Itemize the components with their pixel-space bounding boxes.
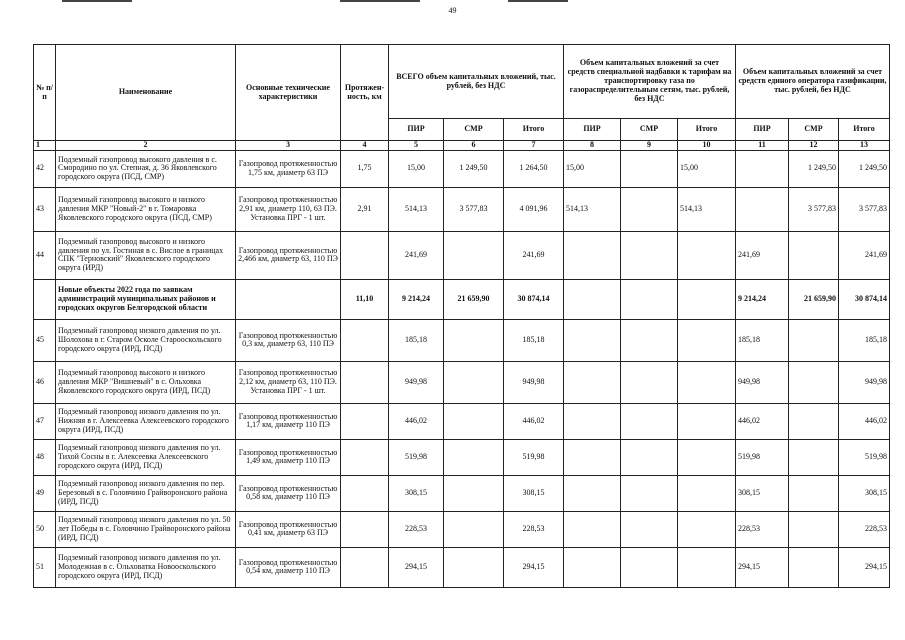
column-number: 9 [621,141,678,151]
column-number: 13 [839,141,890,151]
cell-itogo-operator: 1 249,50 [839,150,890,187]
cell-length: 11,10 [341,279,389,319]
cell-smr-special [621,547,678,587]
cell-itogo-special [678,319,736,361]
header-row [34,45,890,119]
column-number: 7 [504,141,564,151]
cell-smr-total [444,439,504,475]
cell-pir-special [564,231,621,279]
cell-itogo-special: 15,00 [678,150,736,187]
cell-name: Подземный газопровод низкого давления по ул. Молодежная в с. Ольховатка Новооскольского городского округа (ИРД, ПСД) [56,547,236,587]
cell-name: Подземный газопровод высокого давления в с. Смородино по ул. Степная, д. 36 Яковлевского городского округа (ПСД, СМР) [56,150,236,187]
header-no: № п/п [34,45,56,141]
cell-pir-operator: 241,69 [736,231,789,279]
cell-itogo-operator: 241,69 [839,231,890,279]
cell-pir-special [564,511,621,547]
investment-table [33,44,890,588]
cell-itogo-total: 308,15 [504,475,564,511]
top-edge-mark-left [62,0,132,2]
cell-smr-total: 1 249,50 [444,150,504,187]
cell-length [341,511,389,547]
cell-itogo-special: 514,13 [678,187,736,231]
cell-no: 46 [34,361,56,403]
cell-pir-special: 514,13 [564,187,621,231]
column-number: 4 [341,141,389,151]
cell-length [341,439,389,475]
cell-pir-operator: 519,98 [736,439,789,475]
subheader-pir-special: ПИР [564,119,621,141]
cell-no: 44 [34,231,56,279]
cell-pir-operator: 294,15 [736,547,789,587]
cell-no: 50 [34,511,56,547]
cell-smr-operator [789,403,839,439]
column-number: 8 [564,141,621,151]
cell-itogo-operator: 294,15 [839,547,890,587]
cell-itogo-operator: 446,02 [839,403,890,439]
subheader-smr-special: СМР [621,119,678,141]
cell-no: 48 [34,439,56,475]
cell-pir-special [564,547,621,587]
table-body [34,150,890,587]
cell-tech: Газопровод протяженностью 2,12 км, диаметр 63, 110 ПЭ. Установка ПРГ - 1 шт. [236,361,341,403]
subheader-pir-total: ПИР [389,119,444,141]
cell-pir-total: 241,69 [389,231,444,279]
table-row [34,403,890,439]
subheader-itogo-special: Итого [678,119,736,141]
cell-itogo-special [678,439,736,475]
cell-pir-operator: 9 214,24 [736,279,789,319]
cell-no: 45 [34,319,56,361]
cell-length [341,547,389,587]
cell-pir-operator: 949,98 [736,361,789,403]
header-length: Протяжен-ность, км [341,45,389,141]
cell-itogo-total: 185,18 [504,319,564,361]
cell-itogo-operator: 228,53 [839,511,890,547]
cell-smr-total [444,319,504,361]
cell-tech: Газопровод протяженностью 0,41 км, диаметр 63 ПЭ [236,511,341,547]
cell-tech: Газопровод протяженностью 0,58 км, диаметр 110 ПЭ [236,475,341,511]
cell-no: 43 [34,187,56,231]
cell-smr-operator [789,511,839,547]
cell-itogo-operator: 949,98 [839,361,890,403]
cell-pir-operator [736,187,789,231]
header-tech: Основные технические характеристики [236,45,341,141]
cell-no: 47 [34,403,56,439]
subheader-smr-operator: СМР [789,119,839,141]
cell-name: Подземный газопровод низкого давления по ул. Нижняя в г. Алексеевка Алексеевского городского округа (ИРД, ПСД) [56,403,236,439]
cell-smr-special [621,361,678,403]
table-row [34,361,890,403]
cell-smr-special [621,511,678,547]
cell-smr-total [444,361,504,403]
cell-itogo-special [678,403,736,439]
cell-smr-special [621,150,678,187]
cell-tech: Газопровод протяженностью 0,3 км, диаметр 63, 110 ПЭ [236,319,341,361]
cell-tech: Газопровод протяженностью 2,91 км, диаметр 110, 63 ПЭ. Установка ПРГ - 1 шт. [236,187,341,231]
page-number: 49 [448,6,457,15]
cell-itogo-operator: 519,98 [839,439,890,475]
cell-itogo-operator: 185,18 [839,319,890,361]
cell-smr-total [444,231,504,279]
cell-smr-total [444,511,504,547]
header-operator-group: Объем капитальных вложений за счет средств единого оператора газификации, тыс. рублей, без НДС [736,45,890,119]
cell-length [341,475,389,511]
cell-name: Подземный газопровод низкого давления по пер. Березовый в с. Головчино Грайворонского района (ИРД, ПСД) [56,475,236,511]
column-number: 3 [236,141,341,151]
header-total-group: ВСЕГО объем капитальных вложений, тыс. рублей, без НДС [389,45,564,119]
cell-smr-total: 21 659,90 [444,279,504,319]
cell-length: 2,91 [341,187,389,231]
cell-length [341,231,389,279]
cell-tech: Газопровод протяженностью 1,49 км, диаметр 110 ПЭ [236,439,341,475]
cell-length: 1,75 [341,150,389,187]
cell-pir-total: 308,15 [389,475,444,511]
table-row [34,511,890,547]
cell-tech: Газопровод протяженностью 1,17 км, диаметр 110 ПЭ [236,403,341,439]
cell-smr-total: 3 577,83 [444,187,504,231]
cell-smr-operator [789,475,839,511]
cell-itogo-special [678,547,736,587]
table-row [34,319,890,361]
cell-pir-total: 949,98 [389,361,444,403]
cell-pir-total: 185,18 [389,319,444,361]
cell-itogo-total: 241,69 [504,231,564,279]
cell-smr-operator [789,361,839,403]
cell-pir-total: 228,53 [389,511,444,547]
cell-smr-special [621,475,678,511]
table-row [34,475,890,511]
cell-itogo-total: 30 874,14 [504,279,564,319]
cell-pir-operator: 446,02 [736,403,789,439]
cell-name: Подземный газопровод низкого давления по ул. Шолохова в г. Старом Осколе Старооскольского городского округа (ИРД, ПСД) [56,319,236,361]
cell-pir-total: 519,98 [389,439,444,475]
cell-pir-operator [736,150,789,187]
cell-smr-special [621,319,678,361]
top-edge-mark-middle [340,0,420,2]
cell-itogo-special [678,361,736,403]
cell-smr-total [444,547,504,587]
column-number: 11 [736,141,789,151]
column-number: 6 [444,141,504,151]
cell-length [341,403,389,439]
cell-smr-total [444,475,504,511]
cell-length [341,319,389,361]
cell-smr-special [621,231,678,279]
subheader-itogo-total: Итого [504,119,564,141]
cell-pir-special [564,475,621,511]
cell-pir-total: 15,00 [389,150,444,187]
top-edge-mark-right [508,0,568,2]
cell-tech: Газопровод протяженностью 1,75 км, диаметр 63 ПЭ [236,150,341,187]
column-number: 5 [389,141,444,151]
cell-tech [236,279,341,319]
subheader-smr-total: СМР [444,119,504,141]
subheader-pir-operator: ПИР [736,119,789,141]
cell-itogo-operator: 30 874,14 [839,279,890,319]
cell-tech: Газопровод протяженностью 0,54 км, диаметр 110 ПЭ [236,547,341,587]
cell-smr-operator [789,547,839,587]
cell-itogo-operator: 308,15 [839,475,890,511]
cell-name: Подземный газопровод высокого и низкого давления МКР "Новый-2" в г. Томаровка Яковлевского городского округа (ПСД, СМР) [56,187,236,231]
cell-itogo-special [678,231,736,279]
cell-pir-operator: 228,53 [736,511,789,547]
cell-pir-total: 9 214,24 [389,279,444,319]
cell-name: Подземный газопровод низкого давления по ул. Тихой Сосны в г. Алексеевка Алексеевского городского округа (ИРД, ПСД) [56,439,236,475]
column-number-row [34,141,890,151]
cell-itogo-total: 519,98 [504,439,564,475]
cell-smr-operator: 1 249,50 [789,150,839,187]
cell-pir-special [564,439,621,475]
header-name: Наименование [56,45,236,141]
cell-smr-special [621,403,678,439]
cell-itogo-operator: 3 577,83 [839,187,890,231]
cell-pir-special [564,403,621,439]
cell-itogo-special [678,279,736,319]
cell-itogo-total: 228,53 [504,511,564,547]
subheader-itogo-operator: Итого [839,119,890,141]
table-row [34,439,890,475]
cell-pir-operator: 185,18 [736,319,789,361]
cell-length [341,361,389,403]
column-number: 10 [678,141,736,151]
cell-pir-special: 15,00 [564,150,621,187]
cell-no: 42 [34,150,56,187]
table-row [34,231,890,279]
table-row [34,547,890,587]
table-row [34,279,890,319]
cell-smr-operator [789,439,839,475]
cell-name: Подземный газопровод высокого и низкого давления МКР "Вишневый" в с. Ольховка Яковлевского городского округа (ИРД, ПСД) [56,361,236,403]
cell-smr-operator [789,319,839,361]
cell-no: 51 [34,547,56,587]
cell-itogo-total: 4 091,96 [504,187,564,231]
cell-smr-special [621,439,678,475]
cell-itogo-total: 949,98 [504,361,564,403]
cell-no [34,279,56,319]
cell-itogo-total: 446,02 [504,403,564,439]
cell-pir-operator: 308,15 [736,475,789,511]
table-row [34,150,890,187]
cell-itogo-special [678,511,736,547]
cell-smr-special [621,279,678,319]
cell-tech: Газопровод протяженностью 2,466 км, диаметр 63, 110 ПЭ [236,231,341,279]
cell-pir-total: 446,02 [389,403,444,439]
cell-itogo-special [678,475,736,511]
cell-smr-operator [789,231,839,279]
cell-pir-special [564,361,621,403]
cell-pir-total: 294,15 [389,547,444,587]
cell-pir-total: 514,13 [389,187,444,231]
cell-itogo-total: 1 264,50 [504,150,564,187]
column-number: 1 [34,141,56,151]
column-number: 2 [56,141,236,151]
cell-name: Новые объекты 2022 года по заявкам администраций муниципальных районов и городских округов Белгородской области [56,279,236,319]
cell-smr-special [621,187,678,231]
header-special-group: Объем капитальных вложений за счет средств специальной надбавки к тарифам на транспортировку газа по газораспределительным сетям, тыс. рублей, без НДС [564,45,736,119]
cell-pir-special [564,319,621,361]
cell-smr-operator: 3 577,83 [789,187,839,231]
cell-pir-special [564,279,621,319]
cell-smr-operator: 21 659,90 [789,279,839,319]
table-row [34,187,890,231]
column-number: 12 [789,141,839,151]
cell-smr-total [444,403,504,439]
cell-no: 49 [34,475,56,511]
cell-name: Подземный газопровод низкого давления по ул. 50 лет Победы в с. Головчино Грайворонского района (ИРД, ПСД) [56,511,236,547]
cell-name: Подземный газопровод высокого и низкого давления по ул. Гостиная в с. Вислое в границах СПК "Терновский" Яковлевского городского округа (ИРД) [56,231,236,279]
cell-itogo-total: 294,15 [504,547,564,587]
